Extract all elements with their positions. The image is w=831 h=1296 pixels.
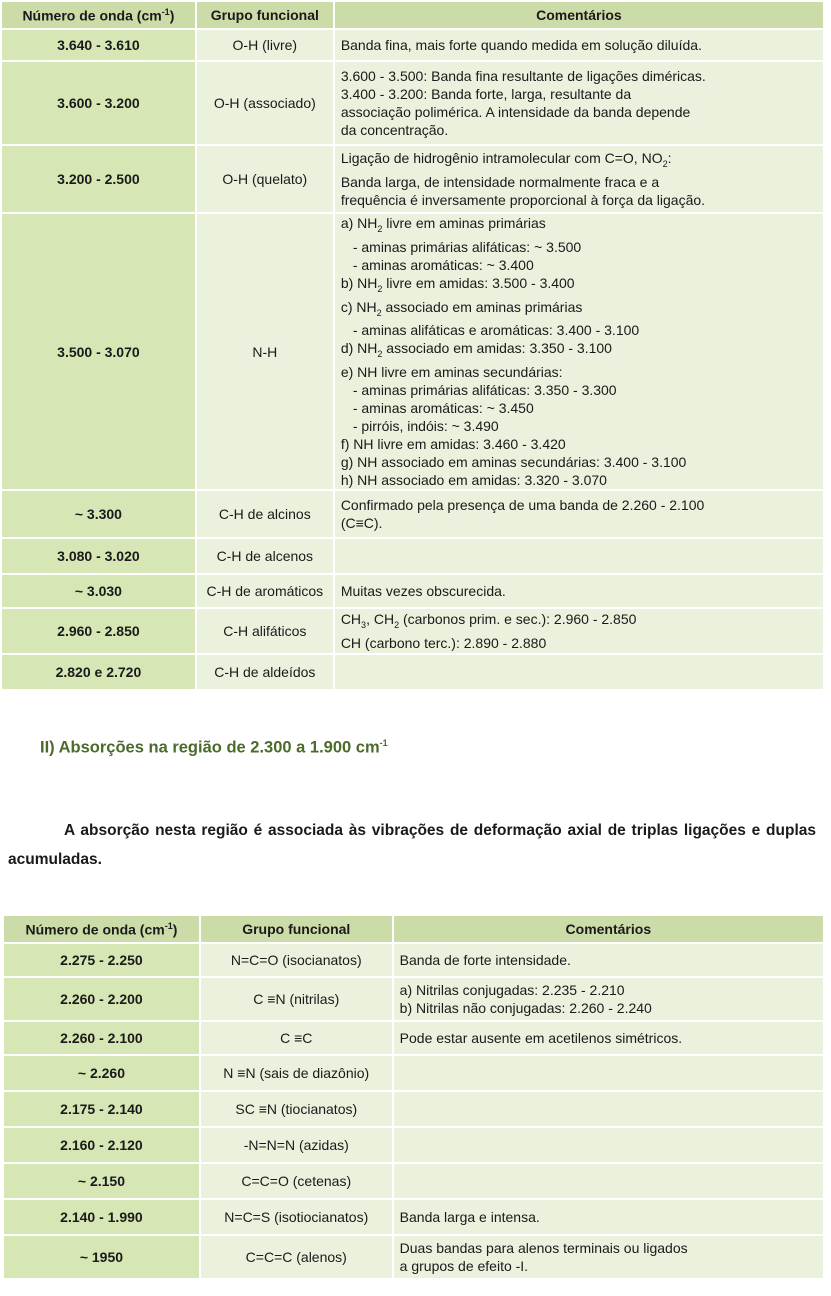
comment-cell bbox=[335, 609, 823, 653]
comment-cell bbox=[335, 575, 823, 607]
header-group: Grupo funcional bbox=[201, 916, 392, 942]
comment-line: (C≡C). bbox=[340, 515, 383, 532]
wavenumber-cell: ~ 1950 bbox=[4, 1236, 199, 1278]
section-title: II) Absorções na região de 2.300 a 1.900 $cm^{-1}$ bbox=[40, 738, 388, 757]
comment-line: 3.400 - 3.200: Banda forte, larga, resultante da bbox=[340, 86, 632, 102]
wavenumber-cell: ~ 2.260 bbox=[4, 1056, 199, 1090]
comment-cell bbox=[335, 146, 823, 212]
header-comments: Comentários bbox=[394, 916, 823, 942]
group-cell: N-H bbox=[197, 214, 333, 489]
table-row bbox=[2, 539, 823, 573]
comment-cell bbox=[335, 62, 823, 144]
comment-line: Ligação de hidrogênio intramolecular com C=O, $NO_2$: bbox=[340, 150, 672, 169]
group-cell: SC ≡N (tiocianatos) bbox=[201, 1092, 392, 1126]
comment-line: frequência é inversamente proporcional à força da ligação. bbox=[340, 191, 706, 208]
table-row bbox=[4, 1200, 823, 1234]
group-cell: C=C=O (cetenas) bbox=[201, 1164, 392, 1198]
comment-cell bbox=[394, 978, 823, 1020]
comment-cell bbox=[394, 1092, 823, 1126]
table-row bbox=[2, 491, 823, 537]
header-comments: Comentários bbox=[335, 2, 823, 28]
group-cell: -N=N=N (azidas) bbox=[201, 1128, 392, 1162]
comment-line: b) Nitrilas não conjugadas: 2.260 - 2.240 bbox=[399, 1000, 652, 1016]
table-row bbox=[4, 1092, 823, 1126]
comment-line: a) $NH_2$ livre em aminas primárias bbox=[340, 215, 546, 234]
table-row bbox=[2, 62, 823, 144]
wavenumber-cell: ~ 3.300 bbox=[2, 491, 195, 537]
table-row bbox=[2, 30, 823, 60]
table-header bbox=[2, 2, 823, 28]
wavenumber-cell: 2.960 - 2.850 bbox=[2, 609, 195, 653]
table-row bbox=[4, 1236, 823, 1278]
comment-line: c) $NH_2$ associado em aminas primárias bbox=[340, 298, 583, 318]
table-header bbox=[4, 916, 823, 942]
comment-line: da concentração. bbox=[340, 122, 449, 138]
group-cell: C-H de alcenos bbox=[197, 539, 333, 573]
absorption-table-2 bbox=[2, 914, 825, 1280]
table-row bbox=[2, 146, 823, 212]
section-paragraph: A absorção nesta região é associada às vibrações de deformação axial de triplas ligações e duplas acumuladas. bbox=[8, 822, 816, 868]
group-cell: N=C=S (isotiocianatos) bbox=[201, 1200, 392, 1234]
header-wavenumber: Número de onda $(cm^{-1})$ bbox=[4, 916, 199, 942]
comment-line: Duas bandas para alenos terminais ou ligados bbox=[399, 1240, 688, 1256]
comment-cell bbox=[335, 30, 823, 60]
wavenumber-cell: 2.820 e 2.720 bbox=[2, 655, 195, 689]
comment-line: Banda fina, mais forte quando medida em solução diluída. bbox=[340, 37, 702, 53]
table-row bbox=[2, 609, 823, 653]
comment-cell bbox=[394, 1236, 823, 1278]
wavenumber-cell: 3.600 - 3.200 bbox=[2, 62, 195, 144]
comment-line: Pode estar ausente em acetilenos simétricos. bbox=[399, 1030, 683, 1046]
table-body bbox=[2, 30, 823, 689]
comment-line: f) NH livre em amidas: 3.460 - 3.420 bbox=[340, 436, 566, 453]
comment-line: - aminas primárias alifáticas: 3.350 - 3.300 bbox=[352, 382, 617, 399]
comment-cell bbox=[394, 1056, 823, 1090]
group-cell: C-H de alcinos bbox=[197, 491, 333, 537]
wavenumber-cell: ~ 2.150 bbox=[4, 1164, 199, 1198]
comment-cell bbox=[335, 491, 823, 537]
group-cell: N=C=O (isocianatos) bbox=[201, 944, 392, 976]
table-row bbox=[2, 575, 823, 607]
table-row bbox=[4, 1056, 823, 1090]
wavenumber-cell: 3.080 - 3.020 bbox=[2, 539, 195, 573]
group-cell: C=C=C (alenos) bbox=[201, 1236, 392, 1278]
comment-line: Confirmado pela presença de uma banda de 2.260 - 2.100 bbox=[340, 497, 705, 514]
wavenumber-cell: ~ 3.030 bbox=[2, 575, 195, 607]
wavenumber-cell: 2.140 - 1.990 bbox=[4, 1200, 199, 1234]
comment-cell bbox=[394, 1164, 823, 1198]
comment-cell bbox=[335, 214, 823, 489]
group-cell: O-H (associado) bbox=[197, 62, 333, 144]
group-cell: C-H de aromáticos bbox=[197, 575, 333, 607]
table-row bbox=[4, 1164, 823, 1198]
table-row bbox=[4, 978, 823, 1020]
comment-line: - pirróis, indóis: ~ 3.490 bbox=[352, 418, 499, 435]
comment-cell bbox=[394, 944, 823, 976]
comment-cell bbox=[394, 1128, 823, 1162]
comment-line: - aminas aromáticas: ~ 3.450 bbox=[352, 400, 534, 417]
wavenumber-cell: 3.500 - 3.070 bbox=[2, 214, 195, 489]
comment-cell bbox=[394, 1200, 823, 1234]
comment-cell bbox=[335, 655, 823, 689]
comment-line: associação polimérica. A intensidade da banda depende bbox=[340, 104, 691, 120]
table-row bbox=[4, 1128, 823, 1162]
header-wavenumber: Número de onda $(cm^{-1})$ bbox=[2, 2, 195, 28]
table-row bbox=[4, 944, 823, 976]
comment-line: h) NH associado em amidas: 3.320 - 3.070 bbox=[340, 472, 607, 489]
comment-line: - aminas primárias alifáticas: ~ 3.500 bbox=[352, 238, 582, 255]
comment-line: Muitas vezes obscurecida. bbox=[340, 583, 506, 600]
comment-line: - aminas alifáticas e aromáticas: 3.400 - 3.100 bbox=[352, 322, 640, 339]
group-cell: C-H alifáticos bbox=[197, 609, 333, 653]
comment-line: Banda larga, de intensidade normalmente fraca e a bbox=[340, 173, 660, 190]
table-row bbox=[2, 655, 823, 689]
comment-line: Banda de forte intensidade. bbox=[399, 952, 571, 968]
wavenumber-cell: 2.160 - 2.120 bbox=[4, 1128, 199, 1162]
wavenumber-cell: 2.260 - 2.100 bbox=[4, 1022, 199, 1054]
wavenumber-cell: 2.260 - 2.200 bbox=[4, 978, 199, 1020]
group-cell: C ≡C bbox=[201, 1022, 392, 1054]
table-body bbox=[4, 944, 823, 1278]
wavenumber-cell: 2.275 - 2.250 bbox=[4, 944, 199, 976]
wavenumber-cell: 3.640 - 3.610 bbox=[2, 30, 195, 60]
table-row bbox=[4, 1022, 823, 1054]
comment-line: - aminas aromáticas: ~ 3.400 bbox=[352, 256, 534, 273]
comment-line: $CH_3$, $CH_2$ (carbonos prim. e sec.): 2.960 - 2.850 bbox=[340, 611, 637, 631]
group-cell: C ≡N (nitrilas) bbox=[201, 978, 392, 1020]
comment-line: CH (carbono terc.): 2.890 - 2.880 bbox=[340, 635, 547, 652]
group-cell: N ≡N (sais de diazônio) bbox=[201, 1056, 392, 1090]
group-cell: O-H (quelato) bbox=[197, 146, 333, 212]
comment-line: b) $NH_2$ livre em amidas: 3.500 - 3.400 bbox=[340, 274, 575, 294]
wavenumber-cell: 2.175 - 2.140 bbox=[4, 1092, 199, 1126]
group-cell: C-H de aldeídos bbox=[197, 655, 333, 689]
header-group: Grupo funcional bbox=[197, 2, 333, 28]
comment-cell bbox=[394, 1022, 823, 1054]
comment-line: a grupos de efeito -I. bbox=[399, 1258, 529, 1274]
comment-line: g) NH associado em aminas secundárias: 3.400 - 3.100 bbox=[340, 454, 687, 471]
table-row bbox=[2, 214, 823, 489]
group-cell: O-H (livre) bbox=[197, 30, 333, 60]
comment-line: e) NH livre em aminas secundárias: bbox=[340, 364, 563, 381]
comment-line: Banda larga e intensa. bbox=[399, 1209, 540, 1225]
comment-line: a) Nitrilas conjugadas: 2.235 - 2.210 bbox=[399, 982, 625, 998]
comment-line: d) $NH_2$ associado em amidas: 3.350 - 3.100 bbox=[340, 340, 612, 360]
comment-line: 3.600 - 3.500: Banda fina resultante de ligações diméricas. bbox=[340, 68, 706, 84]
comment-cell bbox=[335, 539, 823, 573]
wavenumber-cell: 3.200 - 2.500 bbox=[2, 146, 195, 212]
